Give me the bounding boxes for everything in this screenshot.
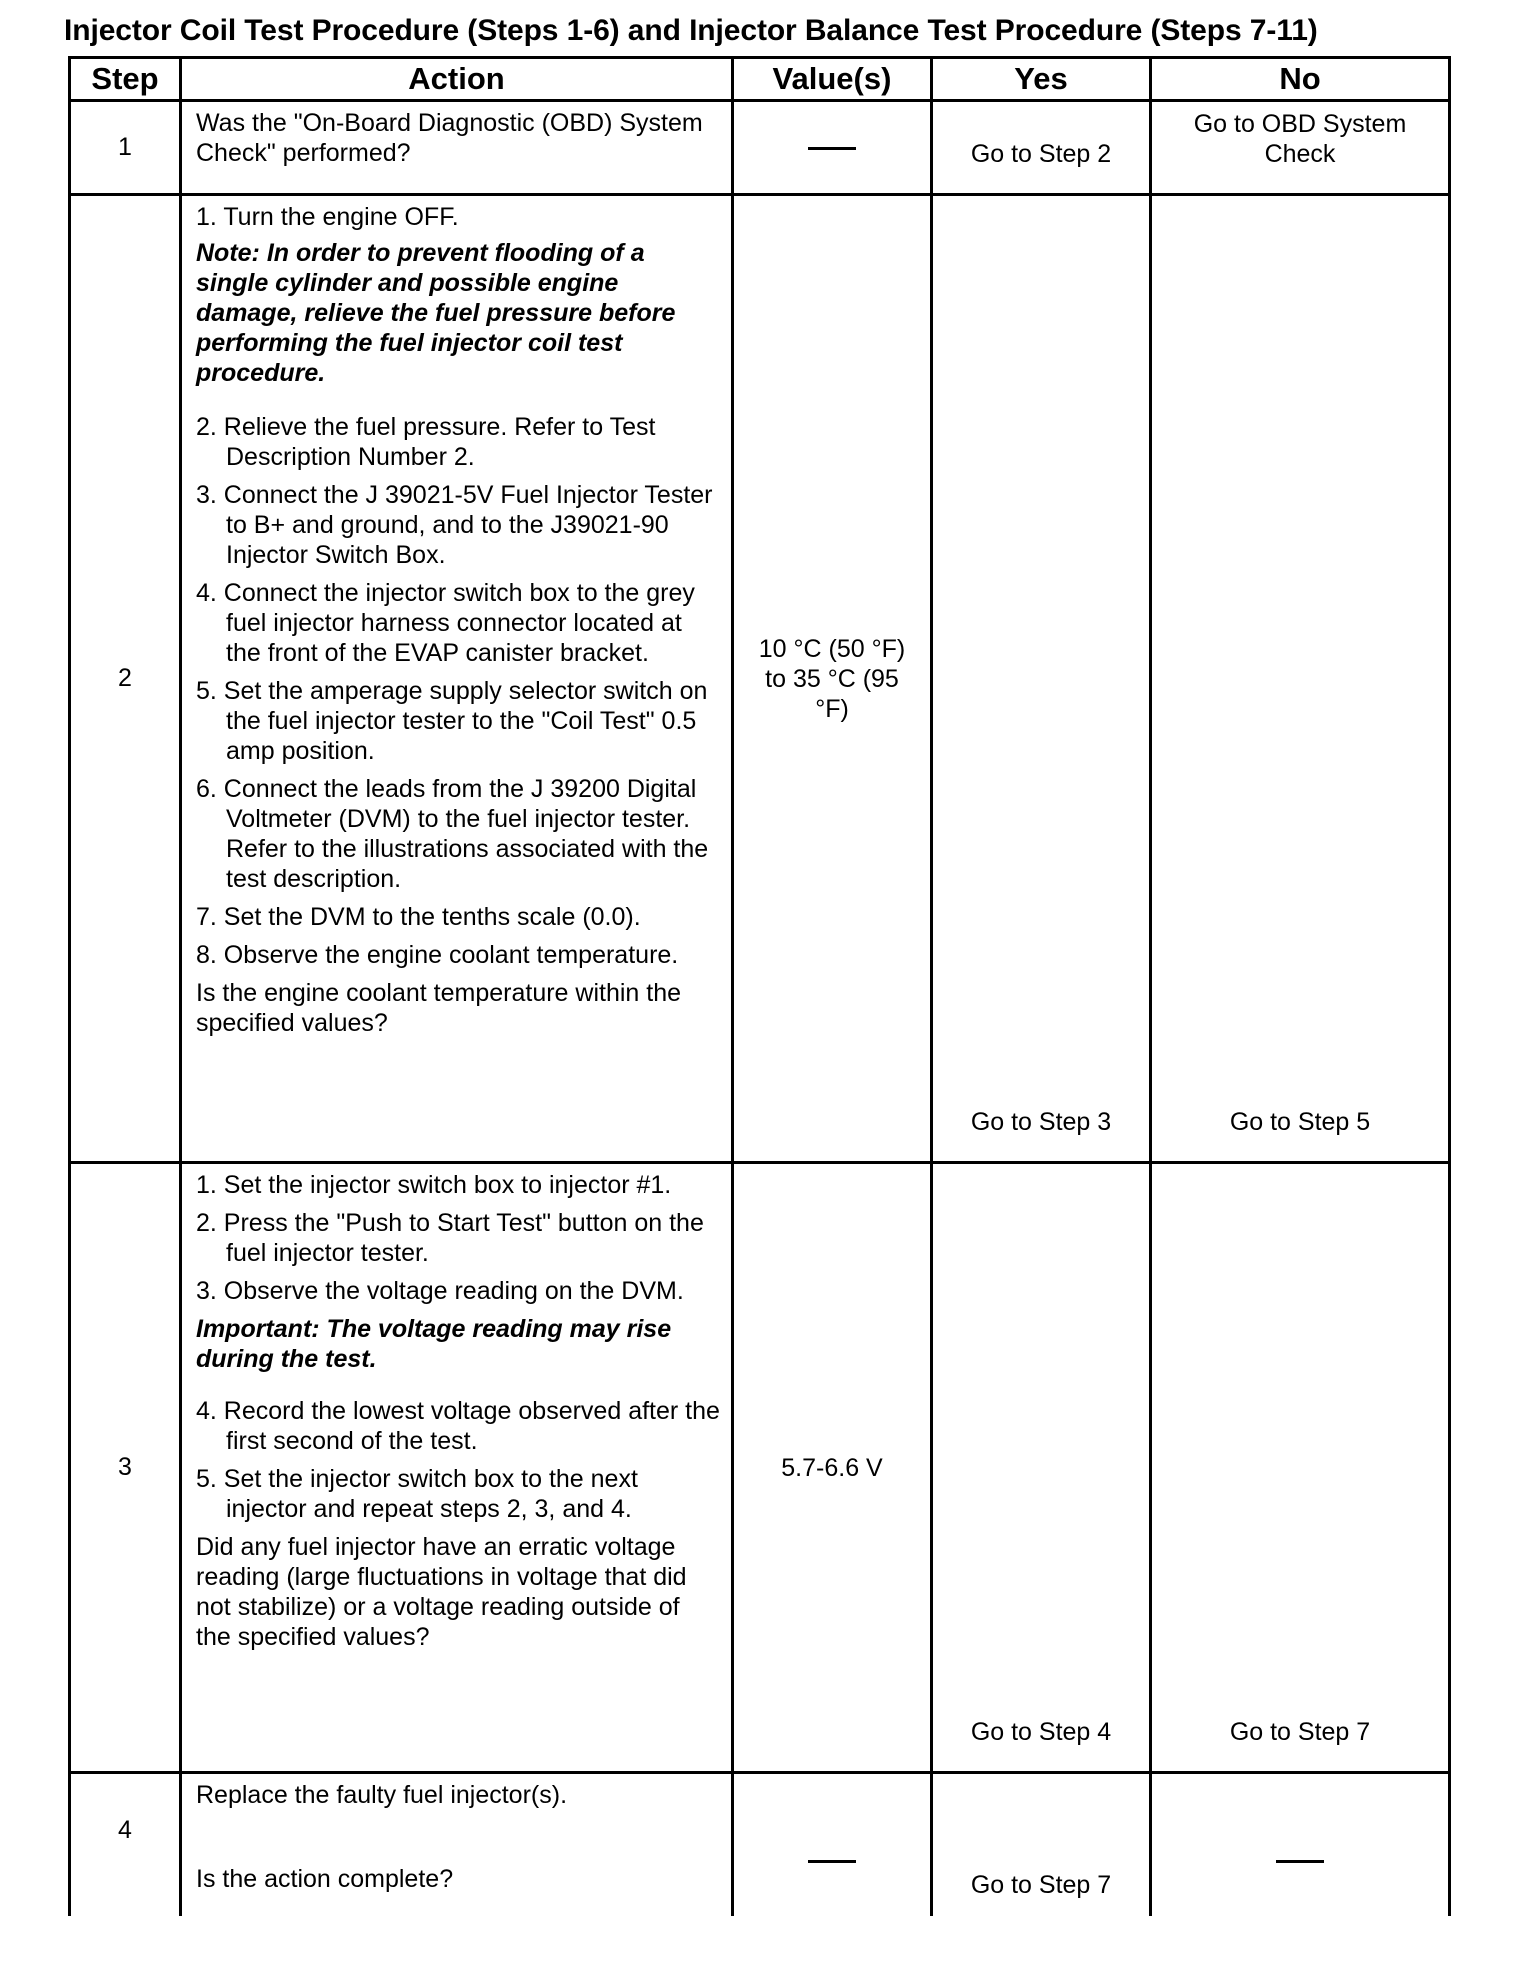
step-number: 2 xyxy=(70,195,181,1163)
header-action: Action xyxy=(181,58,733,101)
procedure-table-wrapper xyxy=(68,56,1451,1916)
action-item: 2. Press the "Push to Start Test" button on the fuel injector tester. xyxy=(196,1209,704,1267)
action-item: 3. Observe the voltage reading on the DVM. xyxy=(196,1277,684,1305)
yes-cell: Go to Step 4 xyxy=(932,1163,1151,1773)
value-cell: 10 °C (50 °F) to 35 °C (95 °F) xyxy=(733,195,932,1163)
action-question: Is the engine coolant temperature within the specified values? xyxy=(196,979,682,1037)
action-question: Did any fuel injector have an erratic voltage reading (large fluctuations in voltage that did not stabilize) or a voltage reading outside of the specified values? xyxy=(196,1533,687,1651)
action-item: 2. Relieve the fuel pressure. Refer to Test Description Number 2. xyxy=(196,413,656,471)
value-cell xyxy=(733,1773,932,1916)
action-item: 4. Connect the injector switch box to the grey fuel injector harness connector located at the front of the EVAP canister bracket. xyxy=(196,579,695,667)
action-item: 1. Set the injector switch box to injector #1. xyxy=(196,1171,672,1199)
action-cell xyxy=(181,1163,733,1773)
header-no: No xyxy=(1151,58,1450,101)
table-header-row xyxy=(70,58,1450,101)
action-note: Note: In order to prevent flooding of a single cylinder and possible engine damage, relieve the fuel pressure before performing the fuel injector coil test procedure. xyxy=(196,239,676,387)
table-row-step-4 xyxy=(70,1773,1450,1916)
action-cell xyxy=(181,101,733,195)
table-row-step-3 xyxy=(70,1163,1450,1773)
action-steps xyxy=(196,1396,721,1524)
value-dash xyxy=(808,147,856,150)
no-cell: Go to Step 5 xyxy=(1151,195,1450,1163)
yes-cell: Go to Step 7 xyxy=(932,1773,1151,1916)
action-item: 1. Turn the engine OFF. xyxy=(196,203,459,231)
action-item: 5. Set the injector switch box to the next injector and repeat steps 2, 3, and 4. xyxy=(196,1465,638,1523)
action-question: Is the action complete? xyxy=(196,1865,454,1893)
action-cell xyxy=(181,195,733,1163)
action-item: 3. Connect the J 39021-5V Fuel Injector Tester to B+ and ground, and to the J39021-90 Injector Switch Box. xyxy=(196,481,713,569)
value-cell xyxy=(733,101,932,195)
yes-cell: Go to Step 2 xyxy=(932,101,1151,195)
header-yes: Yes xyxy=(932,58,1151,101)
value-cell: 5.7-6.6 V xyxy=(733,1163,932,1773)
action-steps xyxy=(196,1170,721,1306)
step-number: 4 xyxy=(70,1773,181,1916)
action-item: 5. Set the amperage supply selector switch on the fuel injector tester to the "Coil Test" 0.5 amp position. xyxy=(196,677,708,765)
action-item: 7. Set the DVM to the tenths scale (0.0). xyxy=(196,903,641,931)
action-question: Was the "On-Board Diagnostic (OBD) System Check" performed? xyxy=(196,109,703,167)
step-number: 3 xyxy=(70,1163,181,1773)
yes-cell: Go to Step 3 xyxy=(932,195,1151,1163)
table-row-step-1 xyxy=(70,101,1450,195)
header-step: Step xyxy=(70,58,181,101)
action-item: 6. Connect the leads from the J 39200 Digital Voltmeter (DVM) to the fuel injector tester. Refer to the illustrations associated with the test description. xyxy=(196,775,709,893)
action-important: Important: The voltage reading may rise during the test. xyxy=(196,1315,672,1373)
no-cell: Go to Step 7 xyxy=(1151,1163,1450,1773)
table-row-step-2 xyxy=(70,195,1450,1163)
action-item: 8. Observe the engine coolant temperature. xyxy=(196,941,679,969)
action-cell xyxy=(181,1773,733,1916)
page-title: Injector Coil Test Procedure (Steps 1-6) and Injector Balance Test Procedure (Steps 7-11) xyxy=(64,14,1318,47)
step-number: 1 xyxy=(70,101,181,195)
action-item: 4. Record the lowest voltage observed after the first second of the test. xyxy=(196,1397,720,1455)
action-steps xyxy=(196,412,721,970)
header-values: Value(s) xyxy=(733,58,932,101)
no-cell: Go to OBD System Check xyxy=(1151,101,1450,195)
procedure-table xyxy=(68,56,1451,1916)
no-dash xyxy=(1276,1860,1324,1863)
action-item: Replace the faulty fuel injector(s). xyxy=(196,1781,568,1809)
no-cell xyxy=(1151,1773,1450,1916)
value-dash xyxy=(808,1860,856,1863)
